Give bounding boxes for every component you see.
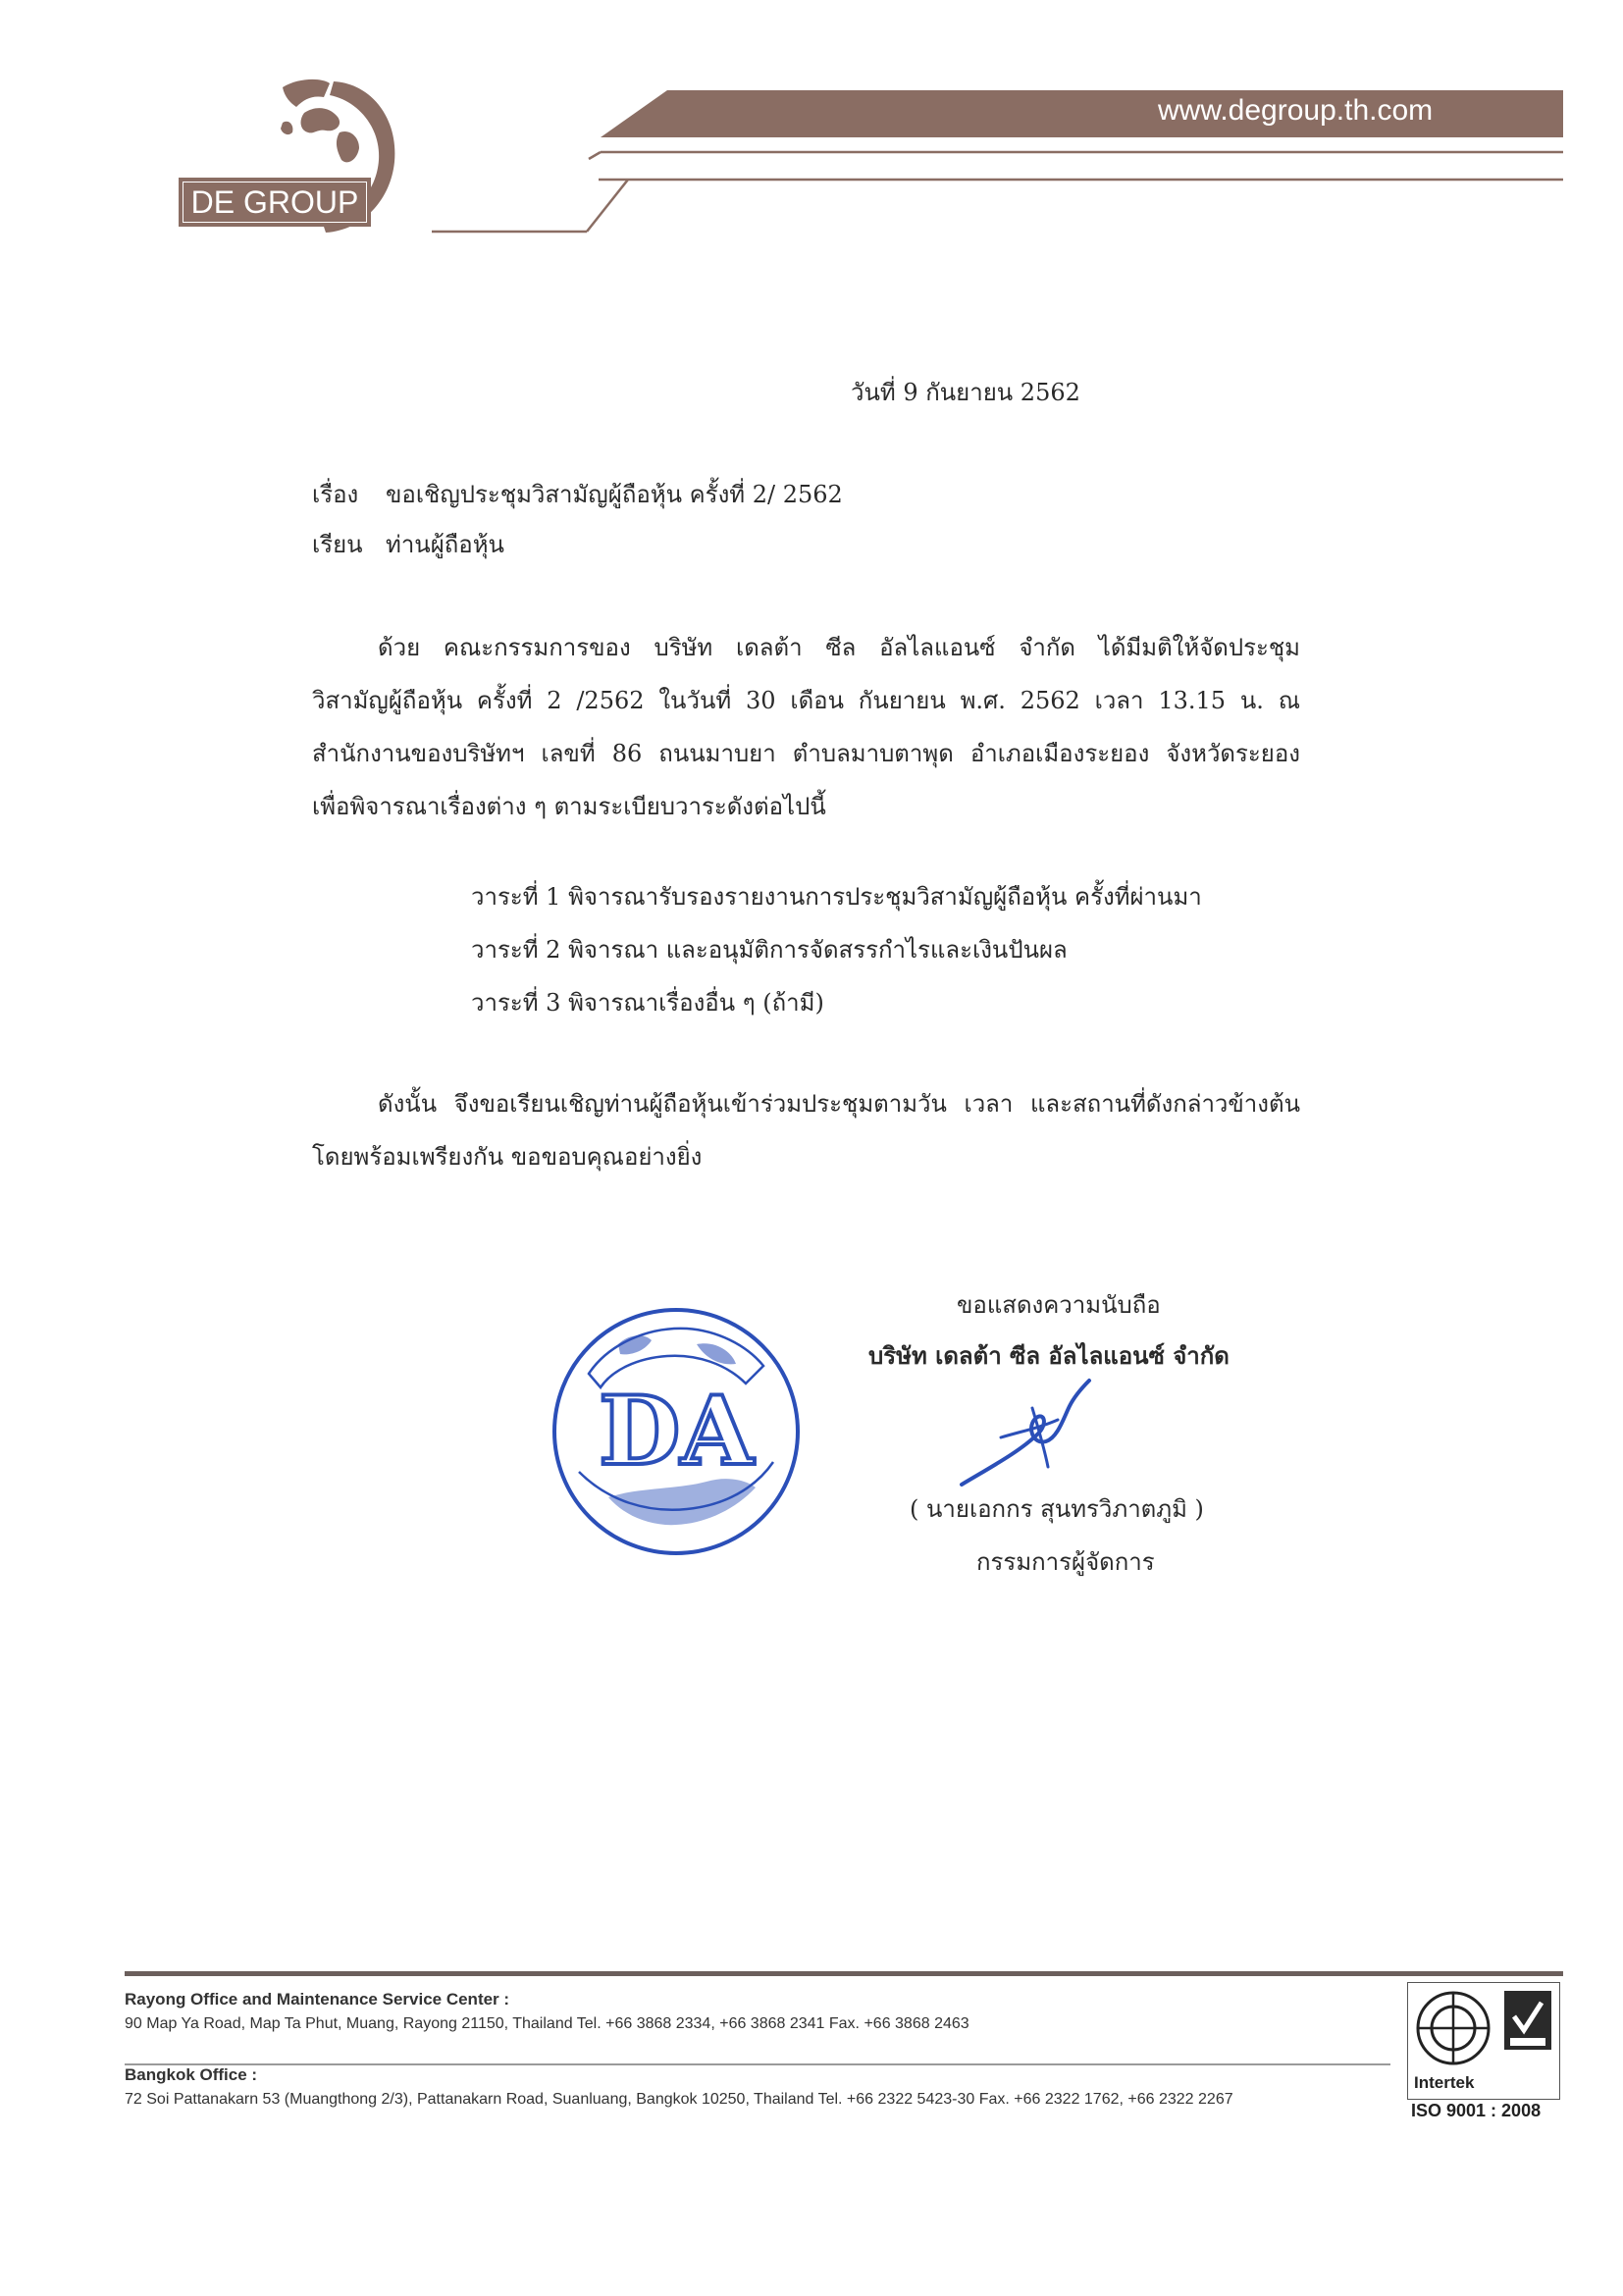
company-stamp-icon [550, 1305, 803, 1558]
closing-text: ขอแสดงความนับถือ [957, 1291, 1161, 1319]
agenda-item-3: วาระที่ 3 พิจารณาเรื่องอื่น ๆ (ถ้ามี) [471, 989, 824, 1017]
rayong-heading: Rayong Office and Maintenance Service Center : [125, 1990, 510, 2009]
company-logo [179, 178, 371, 227]
bangkok-address: 72 Soi Pattanakarn 53 (Muangthong 2/3), Pattanakarn Road, Suanluang, Bangkok 10250, Thailand Tel. +66 2322 5423-30 Fax. +66 2322 1762, +66 2322 2267 [125, 2091, 1233, 2108]
company-name: บริษัท เดลต้า ซีล อัลไลแอนซ์ จำกัด [868, 1341, 1230, 1370]
agenda-item-1: วาระที่ 1 พิจารณารับรองรายงานการประชุมวิสามัญผู้ถือหุ้น ครั้งที่ผ่านมา [471, 883, 1202, 911]
certification-badge [1407, 1982, 1560, 2100]
body-paragraph-1 [312, 621, 1300, 833]
subject-text: ขอเชิญประชุมวิสามัญผู้ถือหุ้น ครั้งที่ 2/ 2562 [386, 481, 843, 508]
signer-title: กรรมการผู้จัดการ [976, 1548, 1155, 1576]
stamp-text: DA [599, 1376, 754, 1487]
subject-label: เรื่อง [312, 481, 359, 508]
agenda-item-2: วาระที่ 2 พิจารณา และอนุมัติการจัดสรรกำไรและเงินปันผล [471, 936, 1068, 964]
logo-text: DE GROUP [190, 184, 359, 220]
signature-icon [942, 1369, 1138, 1496]
rayong-address: 90 Map Ya Road, Map Ta Phut, Muang, Rayong 21150, Thailand Tel. +66 3868 2334, +66 3868 2341 Fax. +66 3868 2463 [125, 2015, 969, 2032]
paragraph-line: โดยพร้อมเพรียงกัน ขอขอบคุณอย่างยิ่ง [312, 1143, 703, 1171]
footer-divider [125, 2063, 1390, 2065]
iso-certification: ISO 9001 : 2008 [1411, 2101, 1542, 2120]
paragraph-line: เพื่อพิจารณาเรื่องต่าง ๆ ตามระเบียบวาระดังต่อไปนี้ [312, 793, 826, 820]
intertek-text: Intertek [1414, 2073, 1475, 2092]
body-paragraph-2 [312, 1077, 1300, 1183]
paragraph-line: สำนักงานของบริษัทฯ เลขที่ 86 ถนนมาบยา ตำบลมาบตาพุด อำเภอเมืองระยอง จังหวัดระยอง [312, 740, 1300, 767]
paragraph-line: วิสามัญผู้ถือหุ้น ครั้งที่ 2 /2562 ในวันที่ 30 เดือน กันยายน พ.ศ. 2562 เวลา 13.15 น. ณ [312, 687, 1300, 714]
footer-rule [125, 1971, 1563, 1976]
recipient-text: ท่านผู้ถือหุ้น [386, 531, 504, 558]
paragraph-line: ด้วย คณะกรรมการของ บริษัท เดลต้า ซีล อัลไลแอนซ์ จำกัด ได้มีมติให้จัดประชุม [378, 634, 1300, 661]
ukas-badge-icon [1502, 1989, 1553, 2065]
letter-date: วันที่ 9 กันยายน 2562 [851, 379, 1080, 406]
paragraph-line: ดังนั้น จึงขอเรียนเชิญท่านผู้ถือหุ้นเข้าร่วมประชุมตามวัน เวลา และสถานที่ดังกล่าวข้างต้น [378, 1090, 1300, 1118]
website-url: www.degroup.th.com [1158, 94, 1434, 127]
intertek-globe-icon [1414, 1989, 1492, 2067]
signer-name: ( นายเอกกร สุนทรวิภาตภูมิ ) [910, 1495, 1204, 1523]
recipient-label: เรียน [312, 531, 363, 558]
bangkok-heading: Bangkok Office : [125, 2065, 258, 2084]
